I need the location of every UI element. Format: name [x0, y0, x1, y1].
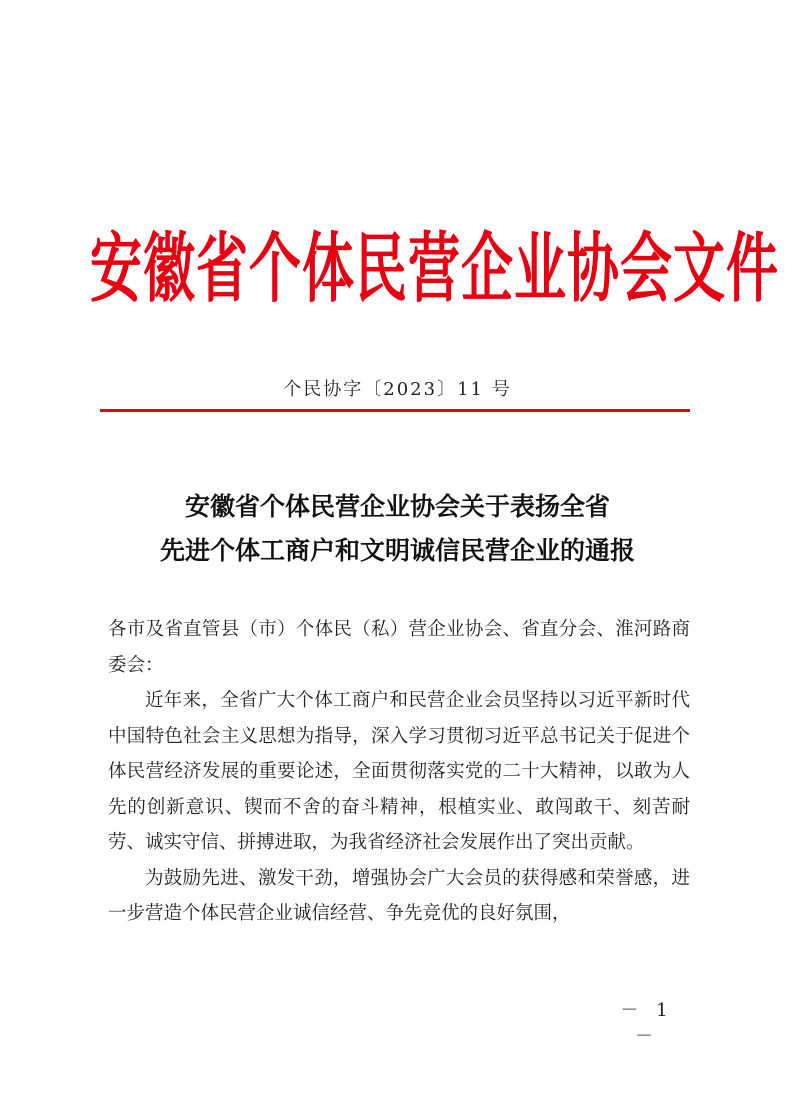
red-divider-rule: [100, 409, 690, 412]
page-number: － 1 －: [620, 1000, 674, 1047]
notice-title: [90, 485, 705, 573]
body-paragraph-1: 近年来，全省广大个体工商户和民营企业会员坚持以习近平新时代中国特色社会主义思想为指导，深入学习贯彻习近平总书记关于促进个体民营经济发展的重要论述，全面贯彻落实党的二十大精神，以敢为人先的创新意识、锲而不舍的奋斗精神，根植实业、敢闯敢干、刻苦耐劳、诚实守信、拼搏进取，为我省经济社会发展作出了突出贡献。: [108, 690, 690, 853]
notice-title-line-2: 先进个体工商户和文明诚信民营企业的通报: [159, 536, 635, 565]
document-number: 个民协字〔2023〕11 号: [283, 379, 512, 400]
document-header-title: 安徽省个体民营企业协会文件: [90, 226, 780, 314]
body-paragraph-2: 为鼓励先进、激发干劲，增强协会广大会员的获得感和荣誉感，进一步营造个体民营企业诚信经营、争先竞优的良好氛围，: [108, 867, 690, 924]
notice-title-line-1: 安徽省个体民营企业协会关于表扬全省: [184, 492, 610, 521]
salutation: 各市及省直管县（市）个体民（私）营企业协会、省直分会、淮河路商委会：: [108, 619, 690, 676]
document-body: [108, 612, 690, 932]
